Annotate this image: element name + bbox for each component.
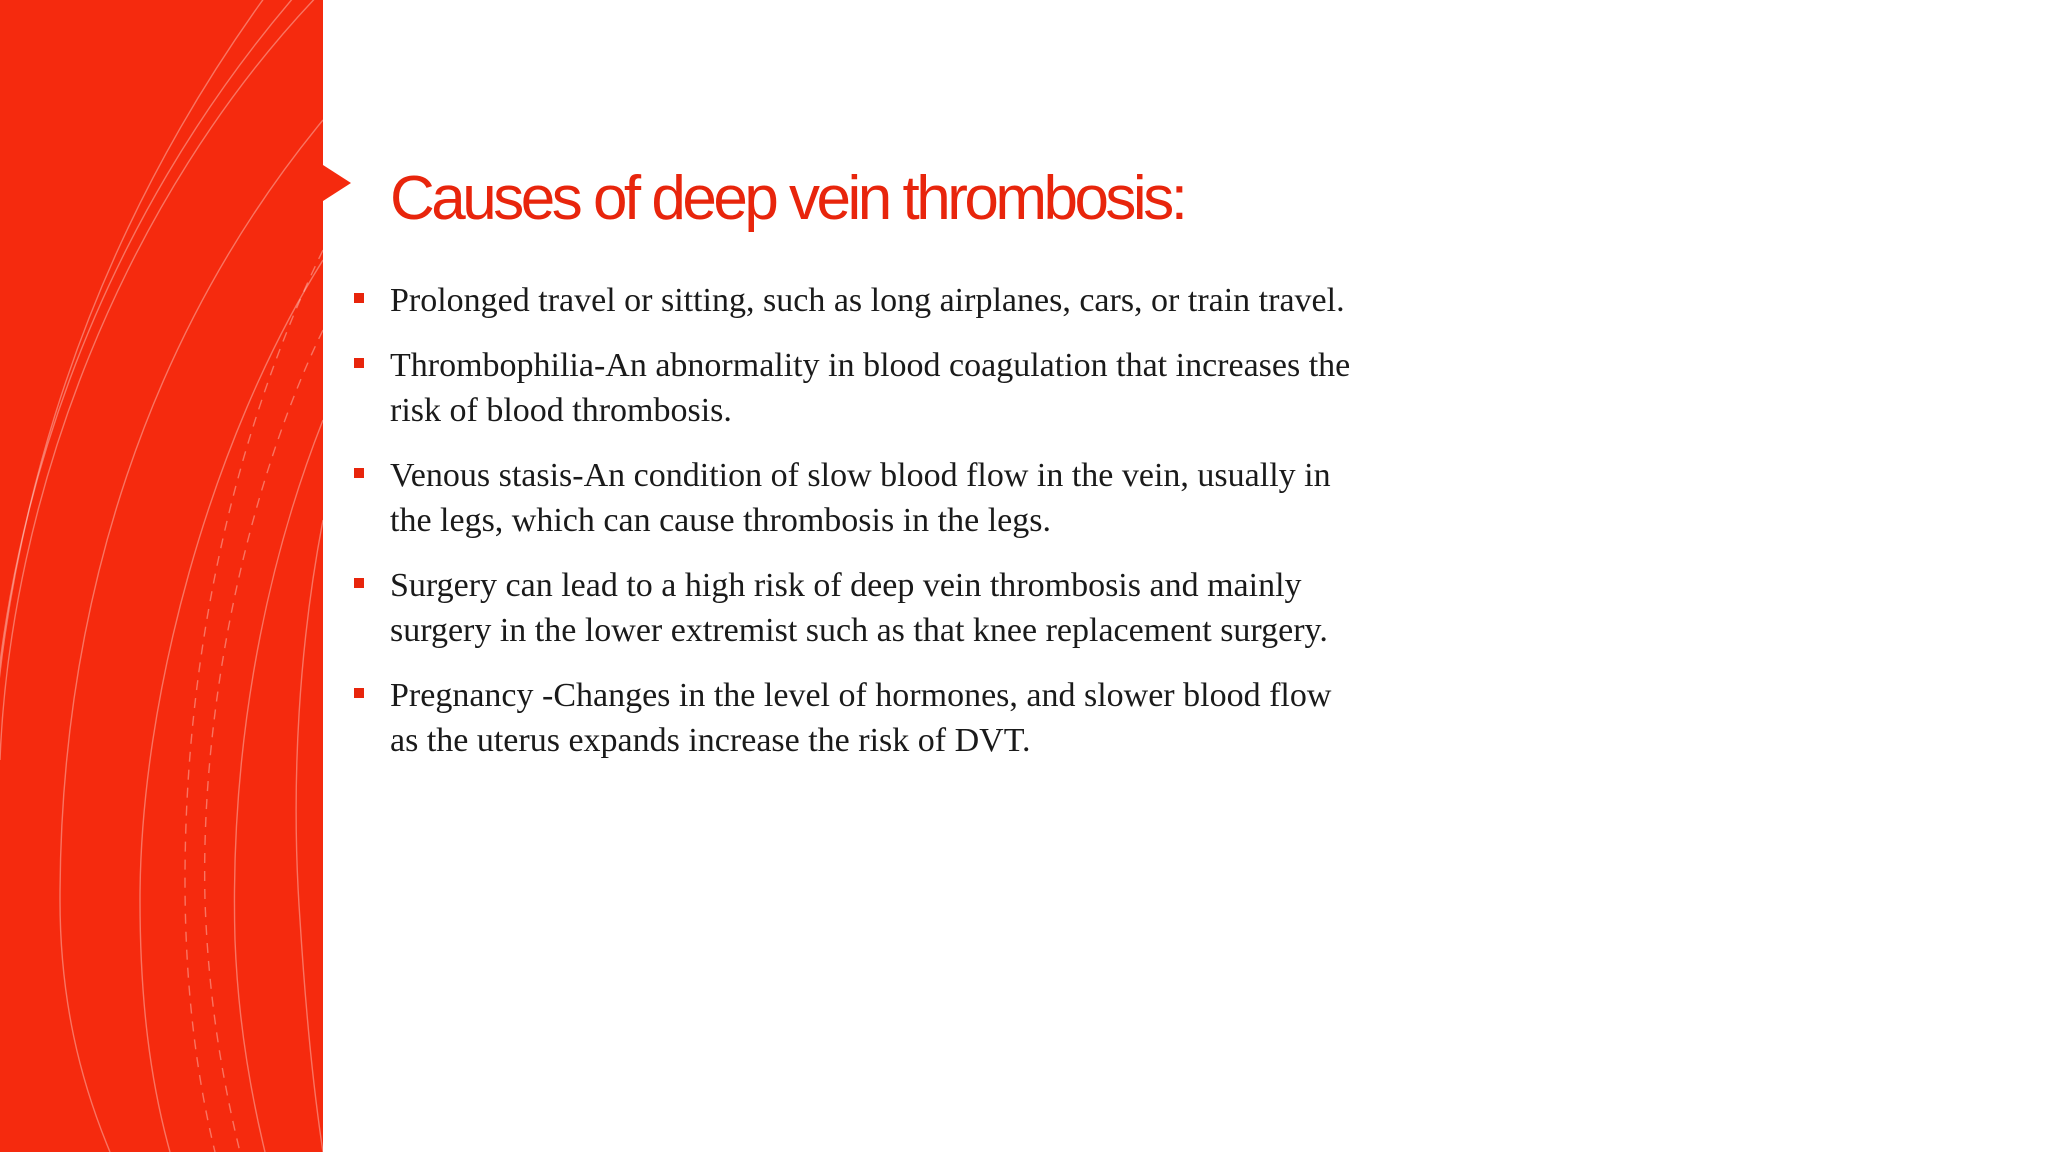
bullet-text: Surgery can lead to a high risk of deep vein thrombosis and mainly surgery in the lower extremist such as that knee replacement surgery. — [390, 567, 1328, 649]
bullet-item — [352, 278, 1352, 323]
square-bullet-icon — [354, 358, 364, 368]
bullet-text: Thrombophilia-An abnormality in blood coagulation that increases the risk of blood thrombosis. — [390, 347, 1351, 429]
bullet-text: Venous stasis-An condition of slow blood flow in the vein, usually in the legs, which can cause thrombosis in the legs. — [390, 457, 1331, 539]
bullet-item — [352, 673, 1352, 763]
bullet-text: Pregnancy -Changes in the level of hormones, and slower blood flow as the uterus expands increase the risk of DVT. — [390, 677, 1332, 759]
square-bullet-icon — [354, 688, 364, 698]
bullet-list — [352, 278, 1352, 783]
square-bullet-icon — [354, 578, 364, 588]
square-bullet-icon — [354, 293, 364, 303]
bullet-text: Prolonged travel or sitting, such as long airplanes, cars, or train travel. — [390, 282, 1345, 319]
slide-title: Causes of deep vein thrombosis: — [390, 164, 1185, 233]
bullet-item — [352, 343, 1352, 433]
bullet-item — [352, 563, 1352, 653]
title-pointer — [323, 165, 351, 201]
decorative-side-panel — [0, 0, 323, 1152]
arc-pattern — [0, 0, 323, 1152]
square-bullet-icon — [354, 468, 364, 478]
bullet-item — [352, 453, 1352, 543]
